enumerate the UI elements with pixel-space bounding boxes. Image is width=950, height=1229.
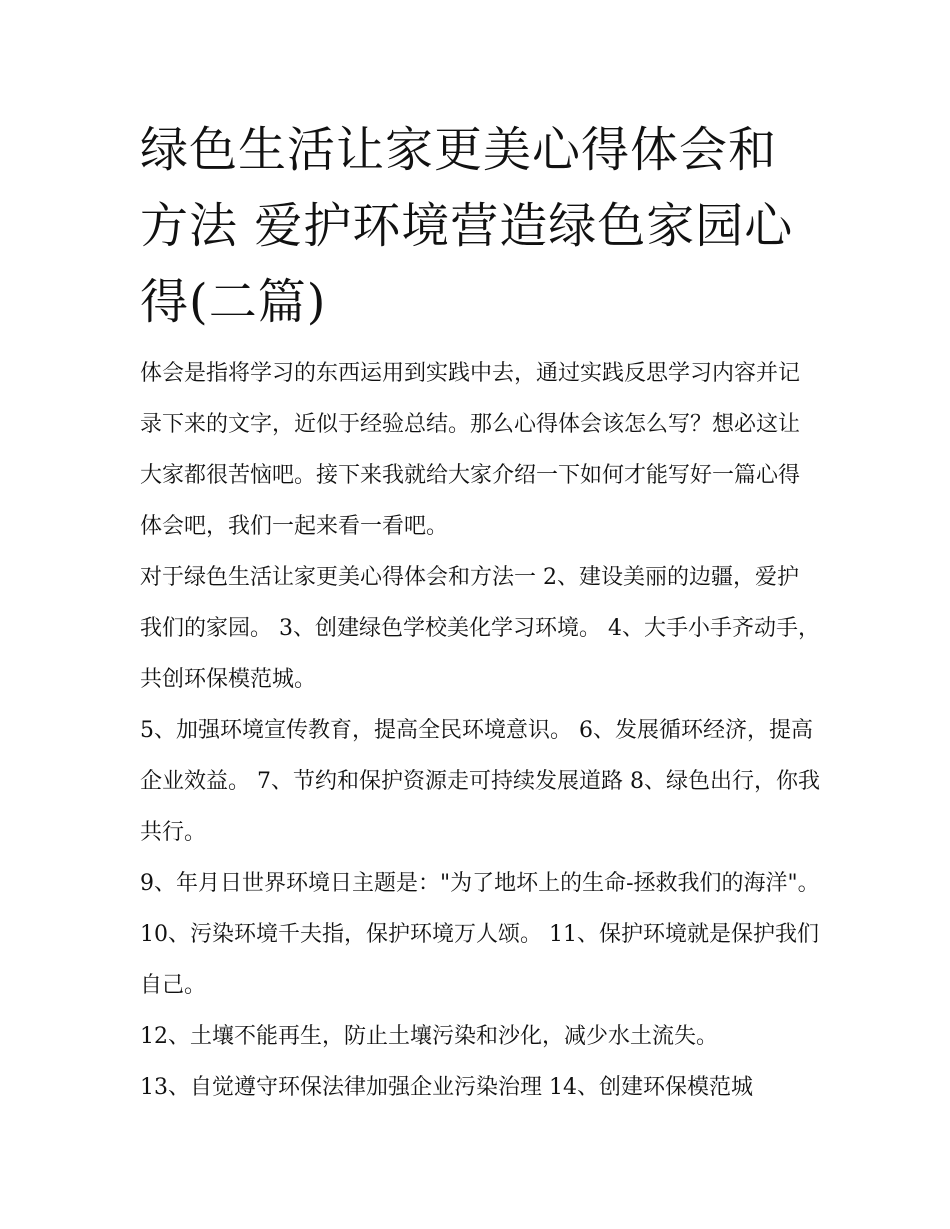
body-paragraph: 对于绿色生活让家更美心得体会和方法一 2、建设美丽的边疆，爱护我们的家园。 3、创建绿色学校美化学习环境。 4、大手小手齐动手，共创环保模范城。	[140, 565, 820, 692]
body-paragraph: 13、自觉遵守环保法律加强企业污染治理 14、创建环保模范城	[140, 1075, 753, 1100]
body-paragraph: 12、土壤不能再生，防止土壤污染和沙化，减少水土流失。	[140, 1024, 718, 1049]
intro-paragraph: 体会是指将学习的东西运用到实践中去，通过实践反思学习内容并记录下来的文字，近似于经验总结。那么心得体会该怎么写？想必这让大家都很苦恼吧。接下来我就给大家介绍一下如何才能写好一篇心得体会吧，我们一起来看一看吧。	[140, 361, 801, 539]
document-title: 绿色生活让家更美心得体会和方法 爱护环境营造绿色家园心得(二篇)	[140, 122, 794, 330]
document-page	[140, 112, 820, 1113]
body-paragraph: 5、加强环境宣传教育，提高全民环境意识。 6、发展循环经济，提高企业效益。 7、节约和保护资源走可持续发展道路 8、绿色出行，你我共行。	[140, 718, 820, 845]
body-paragraph: 9、年月日世界环境日主题是："为了地坏上的生命-拯救我们的海洋"。 10、污染环境千夫指，保护环境万人颂。 11、保护环境就是保护我们自己。	[140, 871, 820, 998]
